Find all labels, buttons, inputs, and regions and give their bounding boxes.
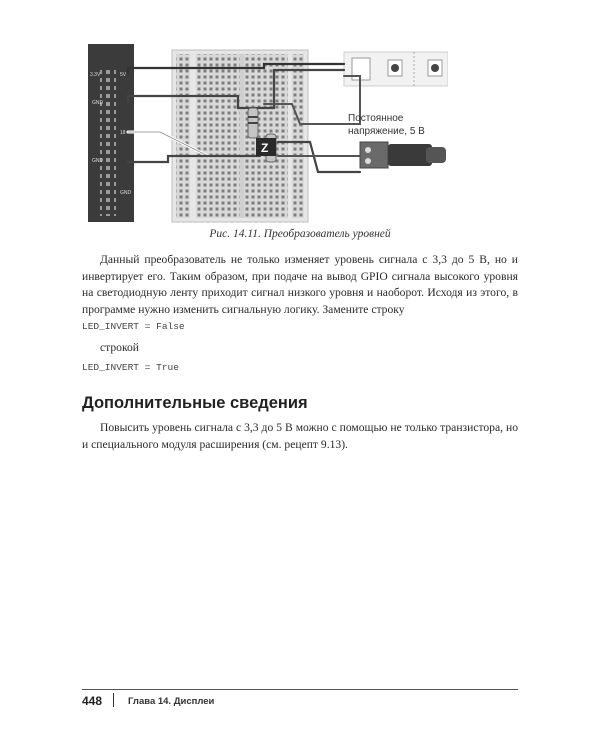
breadboard	[172, 50, 308, 222]
svg-text:3.3V: 3.3V	[90, 72, 101, 78]
svg-text:GND: GND	[92, 158, 104, 164]
breadboard-diagram	[88, 44, 448, 224]
chapter-title: Глава 14. Дисплеи	[128, 696, 215, 707]
transistor	[256, 138, 276, 156]
code-line-2: LED_INVERT = True	[82, 362, 179, 373]
section-heading: Дополнительные сведения	[82, 394, 308, 412]
svg-text:GND: GND	[92, 100, 104, 106]
page-number: 448	[82, 694, 103, 708]
code-line-1: LED_INVERT = False	[82, 321, 185, 332]
dc-power-jack	[360, 142, 446, 168]
body-text-between: строкой	[100, 341, 139, 354]
breadboard-figure	[88, 44, 448, 224]
svg-text:GND: GND	[120, 190, 132, 196]
svg-text:Z: Z	[261, 141, 269, 155]
power-label-line1: Постоянное	[348, 113, 404, 124]
footer-rule	[82, 689, 518, 690]
svg-text:18: 18	[120, 130, 126, 136]
power-label-line2: напряжение, 5 В	[348, 126, 425, 137]
svg-text:5V: 5V	[120, 72, 127, 78]
body-paragraph-2: Повысить уровень сигнала с 3,3 до 5 В можно с помощью не только транзистора, но и специального модуля расширения (см. рецепт 9.13).	[82, 421, 518, 451]
body-paragraph-1: Данный преобразователь не только изменяет уровень сигнала с 3,3 до 5 В, но и инвертирует его. Таким образом, при подаче на вывод GPIO сигнала высокого уровня на светодиодную ленту приходит сигнал низкого уровня и наоборот. Исходя из этого, в программе нужно изменить сигнальную логику. Замените строку	[82, 253, 518, 316]
figure-caption: Рис. 14.11. Преобразователь уровней	[209, 228, 391, 240]
footer-separator	[113, 693, 114, 707]
